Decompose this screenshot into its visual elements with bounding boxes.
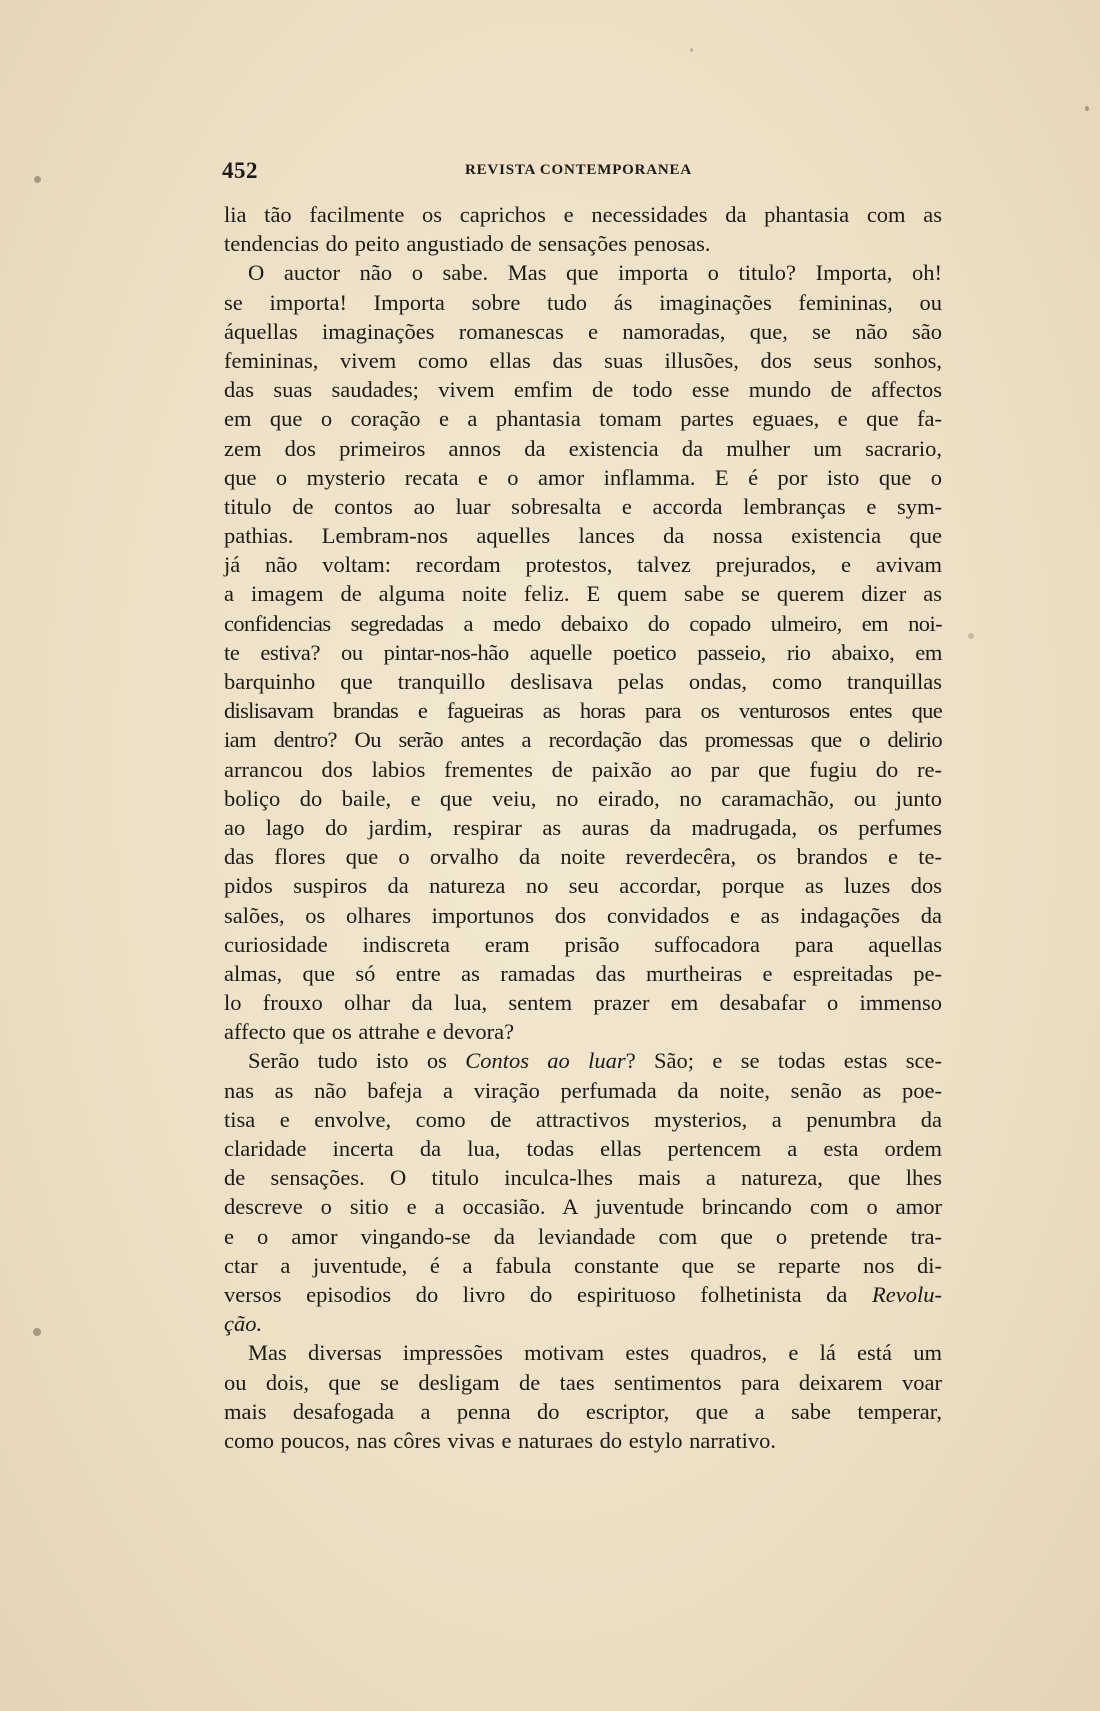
text-line: como poucos, nas côres vivas e naturaes do estylo narrativo. xyxy=(224,1427,776,1453)
paper-speck xyxy=(968,633,974,639)
page-number: 452 xyxy=(222,158,258,183)
text-line: áquellas imaginações romanescas e namoradas, que, se não são xyxy=(224,318,942,344)
text-line: ctar a juventude, é a fabula constante que se reparte nos di- xyxy=(224,1252,942,1278)
text-line: lia tão facilmente os caprichos e necessidades da phantasia com as xyxy=(224,202,942,227)
text-line: pathias. Lembram-nos aquelles lances da nossa existencia que xyxy=(224,523,942,549)
text-line: femininas, vivem como ellas das suas illusões, dos seus sonhos, xyxy=(224,347,942,373)
text-run: ? São; e se todas estas sce- xyxy=(625,1048,943,1074)
text-line: lo frouxo olhar da lua, sentem prazer em desabafar o immenso xyxy=(224,990,942,1016)
page-header xyxy=(222,158,942,188)
text-line xyxy=(224,1046,942,1075)
text-line: descreve o sitio e a occasião. A juventude brincando com o amor xyxy=(224,1194,942,1220)
text-line: a imagem de alguma noite feliz. E quem sabe se querem dizer as xyxy=(224,581,942,607)
text-run: Serão tudo isto os xyxy=(248,1048,466,1074)
text-line: titulo de contos ao luar sobresalta e accorda lembranças e sym- xyxy=(224,493,942,519)
paper-speck xyxy=(33,1328,41,1336)
text-line xyxy=(224,1280,942,1309)
text-line: das flores que o orvalho da noite reverdecêra, os brandos e te- xyxy=(224,844,942,870)
text-line: arrancou dos labios frementes de paixão ao par que fugiu do re- xyxy=(224,756,942,782)
text-run: versos episodios do livro do espirituoso folhetinista da xyxy=(224,1281,873,1307)
text-line: te estiva? ou pintar-nos-hão aquelle poetico passeio, rio abaixo, em xyxy=(224,639,942,665)
text-line: iam dentro? Ou serão antes a recordação das promessas que o delirio xyxy=(224,727,942,753)
text-line: zem dos primeiros annos da existencia da mulher um sacrario, xyxy=(224,435,942,461)
text-line: O auctor não o sabe. Mas que importa o titulo? Importa, oh! xyxy=(248,260,942,286)
text-line: se importa! Importa sobre tudo ás imaginações femininas, ou xyxy=(224,289,942,315)
book-title: Revolu- xyxy=(872,1281,942,1307)
paper-speck xyxy=(1085,106,1089,111)
text-line: ao lago do jardim, respirar as auras da madrugada, os perfumes xyxy=(224,814,942,840)
text-line: das suas saudades; vivem emfim de todo esse mundo de affectos xyxy=(224,377,942,403)
text-line: e o amor vingando-se da leviandade com que o pretende tra- xyxy=(224,1223,942,1249)
text-line: Mas diversas impressões motivam estes quadros, e lá está um xyxy=(248,1340,942,1366)
running-title: REVISTA CONTEMPORANEA xyxy=(465,162,692,178)
text-line: já não voltam: recordam protestos, talvez prejurados, e avivam xyxy=(224,552,942,578)
text-line: confidencias segredadas a medo debaixo do copado ulmeiro, em noi- xyxy=(224,610,942,636)
paper-speck xyxy=(34,176,41,183)
text-line: curiosidade indiscreta eram prisão suffocadora para aquellas xyxy=(224,931,942,957)
book-title: Contos ao luar xyxy=(465,1048,626,1074)
text-line: em que o coração e a phantasia tomam partes eguaes, e que fa- xyxy=(224,406,942,432)
text-line: ou dois, que se desligam de taes sentimentos para deixarem voar xyxy=(224,1369,942,1395)
text-line: pidos suspiros da natureza no seu accordar, porque as luzes dos xyxy=(224,873,942,899)
text-line: dislisavam brandas e fagueiras as horas para os venturosos entes que xyxy=(224,698,942,724)
article-text xyxy=(224,200,942,1455)
text-line: mais desafogada a penna do escriptor, que a sabe temperar, xyxy=(224,1398,942,1424)
text-line: de sensações. O titulo inculca-lhes mais a natureza, que lhes xyxy=(224,1165,942,1191)
text-line: tendencias do peito angustiado de sensações penosas. xyxy=(224,231,711,257)
paper-speck xyxy=(690,48,693,52)
text-line: almas, que só entre as ramadas das murtheiras e espreitadas pe- xyxy=(224,960,942,986)
text-line: barquinho que tranquillo deslisava pelas ondas, como tranquillas xyxy=(224,669,942,694)
text-line: salões, os olhares importunos dos convidados e as indagações da xyxy=(224,902,942,928)
text-line: claridade incerta da lua, todas ellas pertencem a esta ordem xyxy=(224,1136,942,1161)
text-line: ção. xyxy=(224,1311,263,1337)
text-line: tisa e envolve, como de attractivos mysterios, a penumbra da xyxy=(224,1106,942,1132)
text-line: nas as não bafeja a viração perfumada da noite, senão as poe- xyxy=(224,1077,942,1103)
text-line: boliço do baile, e que veiu, no eirado, no caramachão, ou junto xyxy=(224,785,942,811)
text-line: affecto que os attrahe e devora? xyxy=(224,1019,515,1045)
text-line: que o mysterio recata e o amor inflamma. E é por isto que o xyxy=(224,464,942,490)
